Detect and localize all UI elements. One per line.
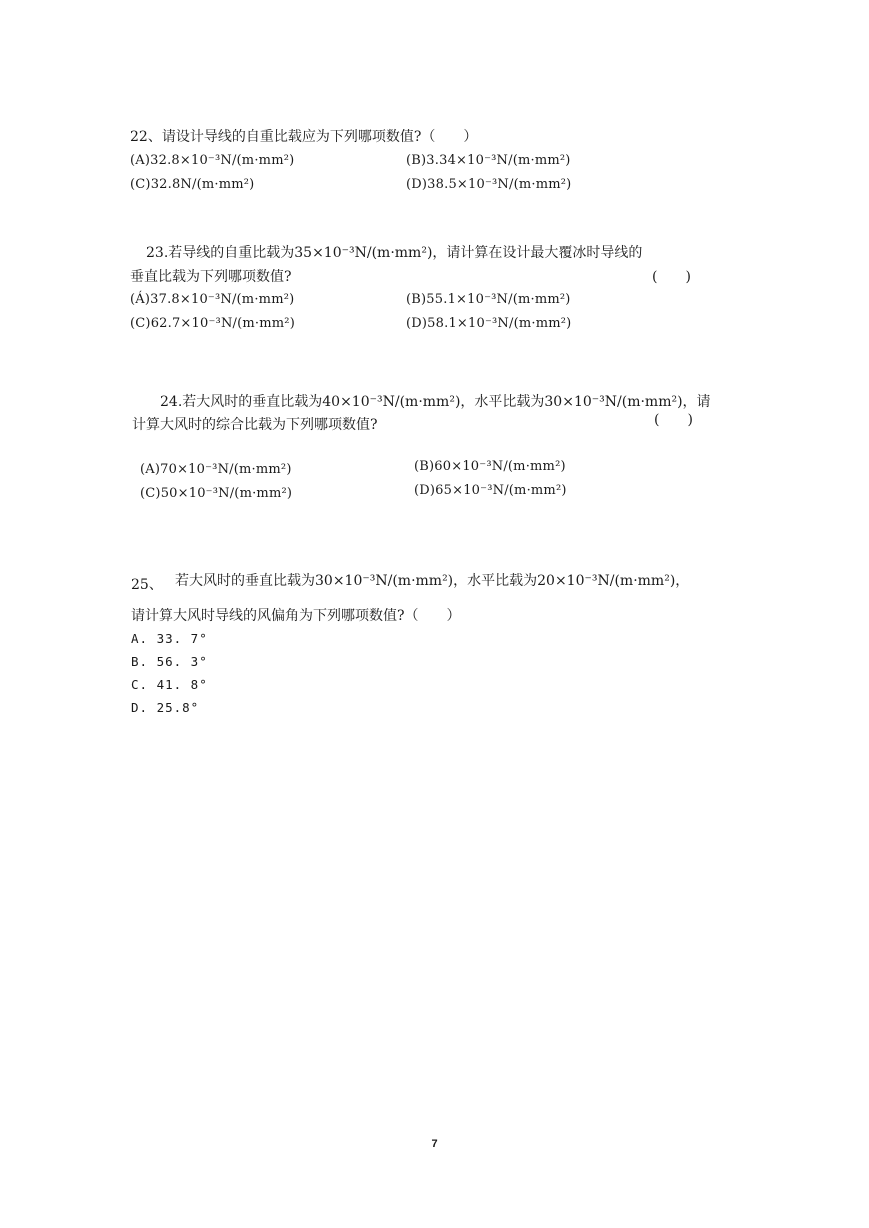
question-22-option-b: (B)3.34×10⁻³N/(m·mm²) bbox=[406, 153, 571, 168]
question-25-number: 25、 bbox=[131, 577, 163, 593]
question-25-option-d: D. 25.8° bbox=[131, 700, 200, 715]
question-23-stem-line-1: 23.若导线的自重比载为35×10⁻³N/(m·mm²)，请计算在设计最大覆冰时导线的 bbox=[146, 245, 643, 261]
question-24-option-c: (C)50×10⁻³N/(m·mm²) bbox=[140, 486, 293, 501]
question-25-option-c: C. 41. 8° bbox=[131, 677, 208, 692]
question-23-option-b: (B)55.1×10⁻³N/(m·mm²) bbox=[406, 292, 571, 307]
page-number: 7 bbox=[431, 1138, 438, 1150]
question-24-option-a: (A)70×10⁻³N/(m·mm²) bbox=[140, 462, 292, 477]
question-25-option-a: A. 33. 7° bbox=[131, 631, 208, 646]
question-24-stem-line-1: 24.若大风时的垂直比载为40×10⁻³N/(m·mm²)，水平比载为30×10⁻³N/(m·mm²)，请 bbox=[160, 394, 711, 410]
question-24-answer-paren: ( ) bbox=[654, 412, 693, 428]
question-22-option-a: (A)32.8×10⁻³N/(m·mm²) bbox=[130, 153, 295, 168]
question-23-answer-paren: ( ) bbox=[652, 269, 691, 285]
question-22-option-c: (C)32.8N/(m·mm²) bbox=[130, 177, 255, 192]
question-24-stem-line-2: 计算大风时的综合比载为下列哪项数值? bbox=[132, 417, 378, 433]
question-23-option-a: (Á)37.8×10⁻³N/(m·mm²) bbox=[130, 292, 295, 307]
question-24-option-b: (B)60×10⁻³N/(m·mm²) bbox=[414, 459, 566, 474]
question-23-stem-line-2: 垂直比载为下列哪项数值? bbox=[130, 269, 292, 285]
question-23-option-c: (C)62.7×10⁻³N/(m·mm²) bbox=[130, 316, 295, 331]
question-25-stem-line-1: 若大风时的垂直比载为30×10⁻³N/(m·mm²)，水平比载为20×10⁻³N/(m·mm²)， bbox=[175, 573, 690, 589]
question-24-option-d: (D)65×10⁻³N/(m·mm²) bbox=[414, 483, 567, 498]
question-22-option-d: (D)38.5×10⁻³N/(m·mm²) bbox=[406, 177, 572, 192]
question-25-option-b: B. 56. 3° bbox=[131, 654, 208, 669]
question-23-option-d: (D)58.1×10⁻³N/(m·mm²) bbox=[406, 316, 572, 331]
question-25-stem-line-2: 请计算大风时导线的风偏角为下列哪项数值?（ ） bbox=[131, 608, 461, 624]
question-22-stem: 22、请设计导线的自重比载应为下列哪项数值?（ ） bbox=[130, 129, 478, 145]
